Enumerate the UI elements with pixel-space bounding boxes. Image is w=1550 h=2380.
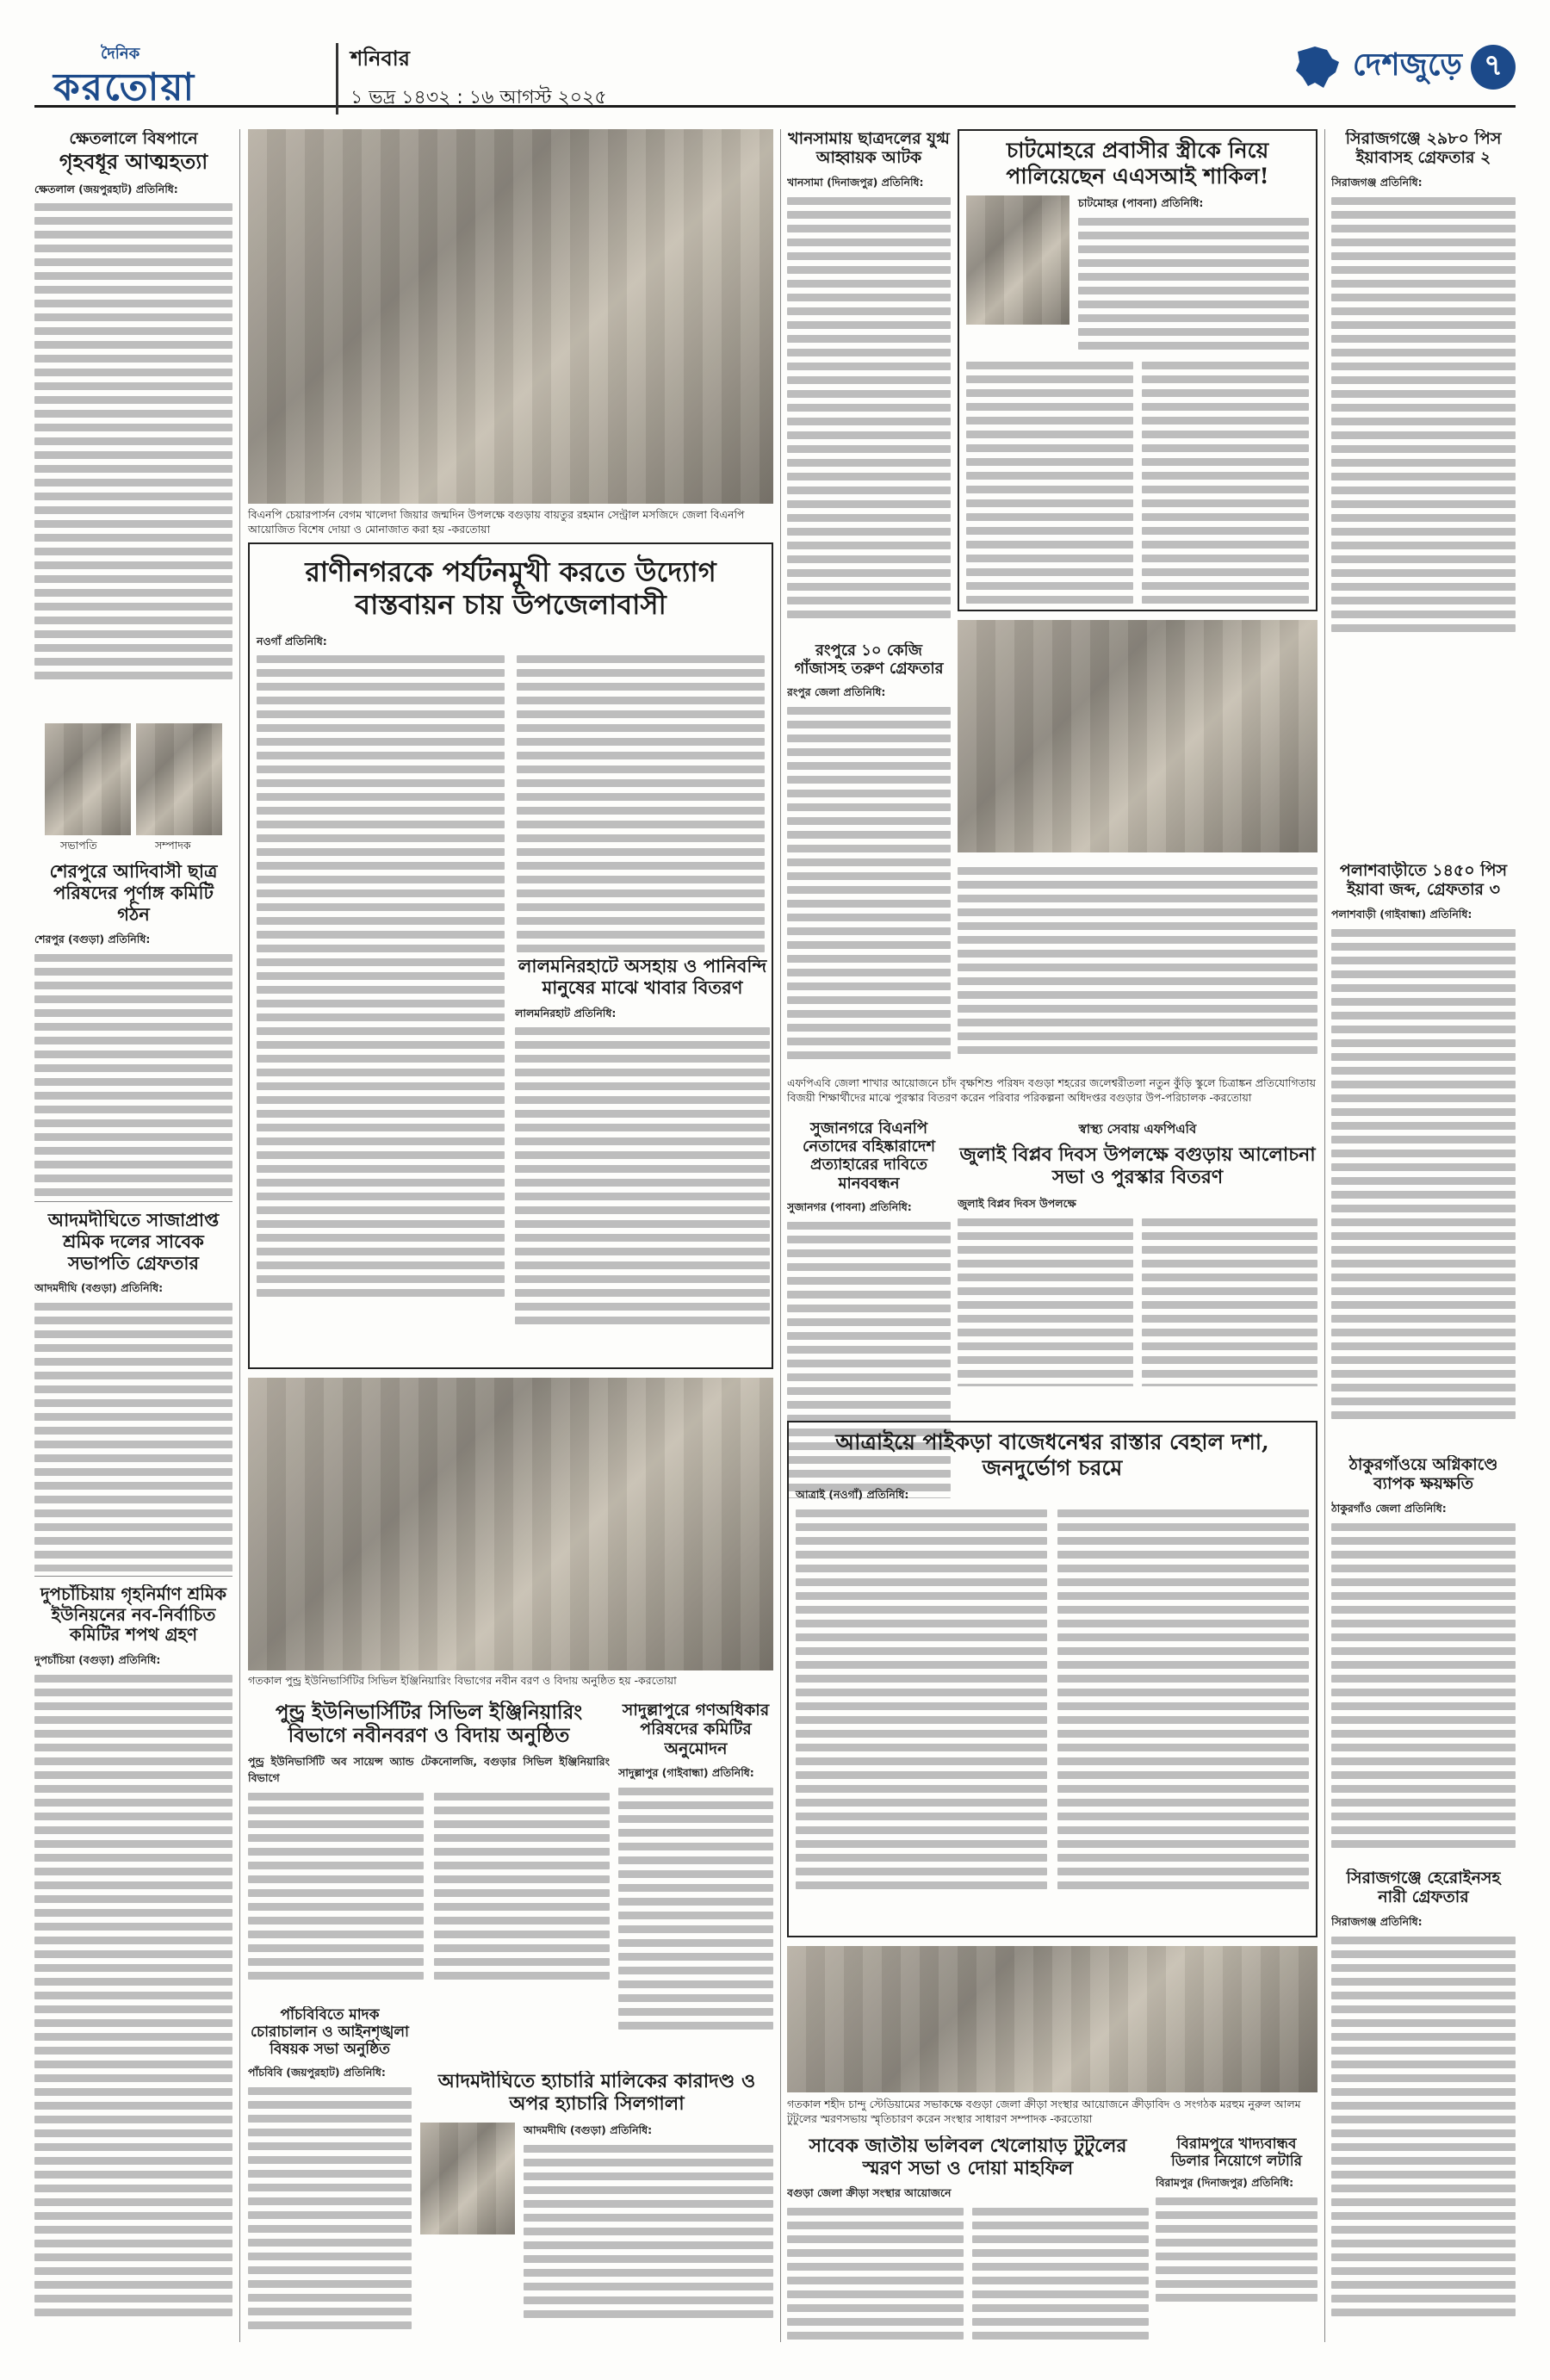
article-headline: খানসামায় ছাত্রদলের যুগ্ম আহ্বায়ক আটক: [788, 129, 950, 168]
article-a14: [787, 641, 951, 1072]
photo-caption: গতকাল পুন্ড্র ইউনিভার্সিটির সিভিল ইঞ্জিনিয়ারিং বিভাগের নবীন বরণ ও বিদায় অনুষ্ঠিত হয় -করতোয়া: [248, 1674, 677, 1687]
portrait-asi-shakil: [966, 195, 1070, 325]
section-name: দেশজুড়ে: [1352, 46, 1462, 83]
article-dateline: সাদুল্লাপুর (গাইবান্ধা) প্রতিনিধি:: [618, 1766, 754, 1780]
article-dateline: সুজানগর (পাবনা) প্রতিনিধি:: [787, 1199, 912, 1213]
issue-date: [336, 43, 607, 115]
article-a24: [1331, 861, 1516, 1447]
article-a15: [958, 129, 1318, 611]
article-dateline: বিরামপুর (দিনাজপুর) প্রতিনিধি:: [1156, 2176, 1294, 2190]
bangladesh-map-icon: [1289, 43, 1344, 91]
portrait-hatchery-owner: [420, 2123, 515, 2234]
article-dateline: সিরাজগঞ্জ প্রতিনিধি:: [1331, 175, 1423, 189]
article-headline: গৃহবধূর আত্মহত্যা: [59, 149, 208, 175]
article-dateline: দুপচাঁচিয়া (বগুড়া) প্রতিনিধি:: [34, 1652, 161, 1666]
article-a17-head: [958, 1119, 1318, 1386]
article-dateline: বগুড়া জেলা ক্রীড়া সংস্থার আয়োজনে: [787, 2185, 952, 2199]
page-number: ৭: [1471, 45, 1516, 90]
masthead: [34, 34, 1516, 108]
article-a17: [958, 861, 1318, 1068]
article-kicker: ক্ষেতলালে বিষপানে: [69, 129, 198, 148]
issue-date-line: ১ ভদ্র ১৪৩২ : ১৬ আগস্ট ২০২৫: [350, 87, 607, 108]
article-dateline: জুলাই বিপ্লব দিবস উপলক্ষে: [958, 1196, 1076, 1210]
article-dateline: চাটমোহর (পাবনা) প্রতিনিধি:: [1078, 196, 1204, 209]
article-a25: [1331, 1455, 1516, 1860]
article-a10: [618, 1701, 773, 2062]
article-a4: [34, 1584, 232, 2342]
article-headline: সাবেক জাতীয় ভলিবল খেলোয়াড় টুটুলের স্মরণ সভা ও দোয়া মাহফিল: [809, 2135, 1127, 2179]
article-a12: [420, 2071, 773, 2342]
article-headline: দুপচাঁচিয়ায় গৃহনির্মাণ শ্রমিক ইউনিয়নের নব-নির্বাচিত কমিটির শপথ গ্রহণ: [40, 1584, 227, 1646]
logo-small: দৈনিক: [101, 45, 140, 63]
article-dateline: আদমদীঘি (বগুড়া) প্রতিনিধি:: [524, 2123, 653, 2136]
article-headline: রংপুরে ১০ কেজি গাঁজাসহ তরুণ গ্রেফতার: [794, 641, 944, 679]
article-headline: আত্রাইয়ে পাইকড়া বাজেধনেশ্বর রাস্তার বেহাল দশা, জনদুর্ভোগ চরমে: [835, 1429, 1269, 1480]
article-a2: [34, 861, 232, 1197]
newspaper-logo: [53, 41, 312, 109]
photo-prayer-gathering: [248, 129, 773, 504]
article-headline: লালমনিরহাটে অসহায় ও পানিবন্দি মানুষের মাঝে খাবার বিতরণ: [518, 956, 767, 998]
section-badge: [1289, 41, 1516, 93]
article-headline: সুজানগরে বিএনপি নেতাদের বহিষ্কারাদেশ প্রত্যাহারের দাবিতে মানববন্ধন: [803, 1119, 935, 1193]
article-dateline: সিরাজগঞ্জ প্রতিনিধি:: [1331, 1914, 1423, 1928]
article-a21: [787, 2135, 1149, 2342]
article-dateline: আত্রাই (নওগাঁ) প্রতিনিধি:: [796, 1488, 909, 1501]
article-headline: সাদুল্লাপুরে গণঅধিকার পরিষদের কমিটির অনুমোদন: [622, 1701, 770, 1758]
article-headline: সিরাজগঞ্জে হেরোইনসহ নারী গ্রেফতার: [1346, 1869, 1501, 1907]
article-headline: রাণীনগরকে পর্যটনমুখী করতে উদ্যোগ বাস্তবায়ন চায় উপজেলাবাসী: [305, 555, 716, 621]
article-dateline: পলাশবাড়ী (গাইবান্ধা) প্রতিনিধি:: [1331, 907, 1472, 920]
article-dateline: নওগাঁ প্রতিনিধি:: [257, 634, 327, 648]
photo-fpab-prize-giving: [958, 620, 1318, 852]
article-headline: জুলাই বিপ্লব দিবস উপলক্ষে বগুড়ায় আলোচনা সভা ও পুরস্কার বিতরণ: [959, 1144, 1316, 1188]
issue-day: শনিবার: [350, 46, 410, 71]
article-headline: আদমদীঘিতে হ্যাচারি মালিকের কারাদণ্ড ও অপর হ্যাচারি সিলগালা: [437, 2071, 756, 2115]
photo-caption: সম্পাদক: [155, 839, 191, 852]
article-dateline: ঠাকুরগাঁও জেলা প্রতিনিধি:: [1331, 1501, 1447, 1515]
photo-memorial-meeting: [787, 1946, 1318, 2092]
article-a1: [34, 129, 232, 680]
article-headline: চাটমোহরে প্রবাসীর স্ত্রীকে নিয়ে পালিয়েছেন এএসআই শাকিল!: [1006, 138, 1269, 189]
article-dateline: আদমদীঘি (বগুড়া) প্রতিনিধি:: [34, 1281, 164, 1295]
article-headline: সিরাজগঞ্জে ২৯৮০ পিস ইয়াবাসহ গ্রেফতার ২: [1345, 129, 1502, 168]
article-dateline: শেরপুর (বগুড়া) প্রতিনিধি:: [34, 933, 151, 946]
article-headline: ঠাকুরগাঁওয়ে অগ্নিকাণ্ডে ব্যাপক ক্ষয়ক্ষতি: [1348, 1455, 1498, 1494]
article-a22: [1156, 2135, 1318, 2342]
article-a7: [515, 956, 770, 1360]
article-a26: [1331, 1869, 1516, 2342]
article-headline: পাঁচবিবিতে মাদক চোরাচালান ও আইনশৃঙ্খলা বিষয়ক সভা অনুষ্ঠিত: [251, 2006, 409, 2059]
article-a3: [34, 1210, 232, 1571]
article-dateline: পুন্ড্র ইউনিভার্সিটি অব সায়েন্স অ্যান্ড টেকনোলজি, বগুড়ার সিভিল ইঞ্জিনিয়ারিং বিভাগে: [248, 1755, 610, 1784]
article-headline: পুন্ড্র ইউনিভার্সিটির সিভিল ইঞ্জিনিয়ারিং বিভাগে নবীনবরণ ও বিদায় অনুষ্ঠিত: [275, 1701, 583, 1748]
article-headline: বিরামপুরে খাদ্যবান্ধব ডিলার নিয়োগে লটারি: [1171, 2135, 1302, 2171]
photo-university-event: [248, 1378, 773, 1670]
photo-caption: সভাপতি: [60, 839, 97, 852]
article-kicker: স্বাস্থ্য সেবায় এফপিএবি: [1078, 1121, 1197, 1137]
article-a19: [787, 1421, 1318, 1937]
article-dateline: লালমনিরহাট প্রতিনিধি:: [515, 1006, 617, 1020]
article-dateline: রংপুর জেলা প্রতিনিধি:: [787, 685, 886, 699]
photo-caption: এফপিএবি জেলা শাখার আয়োজনে চাঁদ বৃক্ষশিশু পরিষদ বগুড়া শহরের জলেশ্বরীতলা নতুন কুঁড়ি স্কুলে চিত্রাঙ্কন প্রতিযোগিতায় বিজয়ী শিক্ষার্থীদের মাঝে পুরস্কার বিতরণ করেন পরিবার পরিকল্পনা অধিদপ্তর বগুড়ার উপ-পরিচালক -করতোয়া: [787, 1076, 1317, 1104]
article-headline: শেরপুরে আদিবাসী ছাত্র পরিষদের পূর্ণাঙ্গ কমিটি গঠন: [49, 861, 218, 925]
article-headline: আদমদীঘিতে সাজাপ্রাপ্ত শ্রমিক দলের সাবেক সভাপতি গ্রেফতার: [47, 1210, 220, 1274]
photo-caption: গতকাল শহীদ চান্দু স্টেডিয়ামের সভাকক্ষে বগুড়া জেলা ক্রীড়া সংস্থার আয়োজনে ক্রীড়াবিদ ও সংগঠক মরহুম নুরুল আলম টুটুলের স্মরণসভায় স্মৃতিচারণ করেন সংস্থার সাধারণ সম্পাদক -করতোয়া: [787, 2098, 1301, 2125]
portrait-president: [45, 723, 131, 835]
logo-big: করতোয়া: [53, 65, 196, 109]
article-a23: [1331, 129, 1516, 663]
article-a11: [248, 2006, 412, 2342]
article-a9: [248, 1701, 610, 1985]
article-dateline: পাঁচবিবি (জয়পুরহাট) প্রতিনিধি:: [248, 2066, 386, 2079]
article-dateline: খানসামা (দিনাজপুর) প্রতিনিধি:: [787, 175, 924, 189]
photo-caption: বিএনপি চেয়ারপার্সন বেগম খালেদা জিয়ার জন্মদিন উপলক্ষে বগুড়ায় বায়তুর রহমান সেন্ট্রাল মসজিদে জেলা বিএনপি আয়োজিত বিশেষ দোয়া ও মোনাজাত করা হয় -করতোয়া: [248, 508, 745, 536]
article-dateline: ক্ষেতলাল (জয়পুরহাট) প্রতিনিধি:: [34, 182, 178, 195]
article-headline: পলাশবাড়ীতে ১৪৫০ পিস ইয়াবা জব্দ, গ্রেফতার ৩: [1339, 861, 1508, 900]
article-a13: [787, 129, 951, 637]
portrait-secretary: [136, 723, 222, 835]
